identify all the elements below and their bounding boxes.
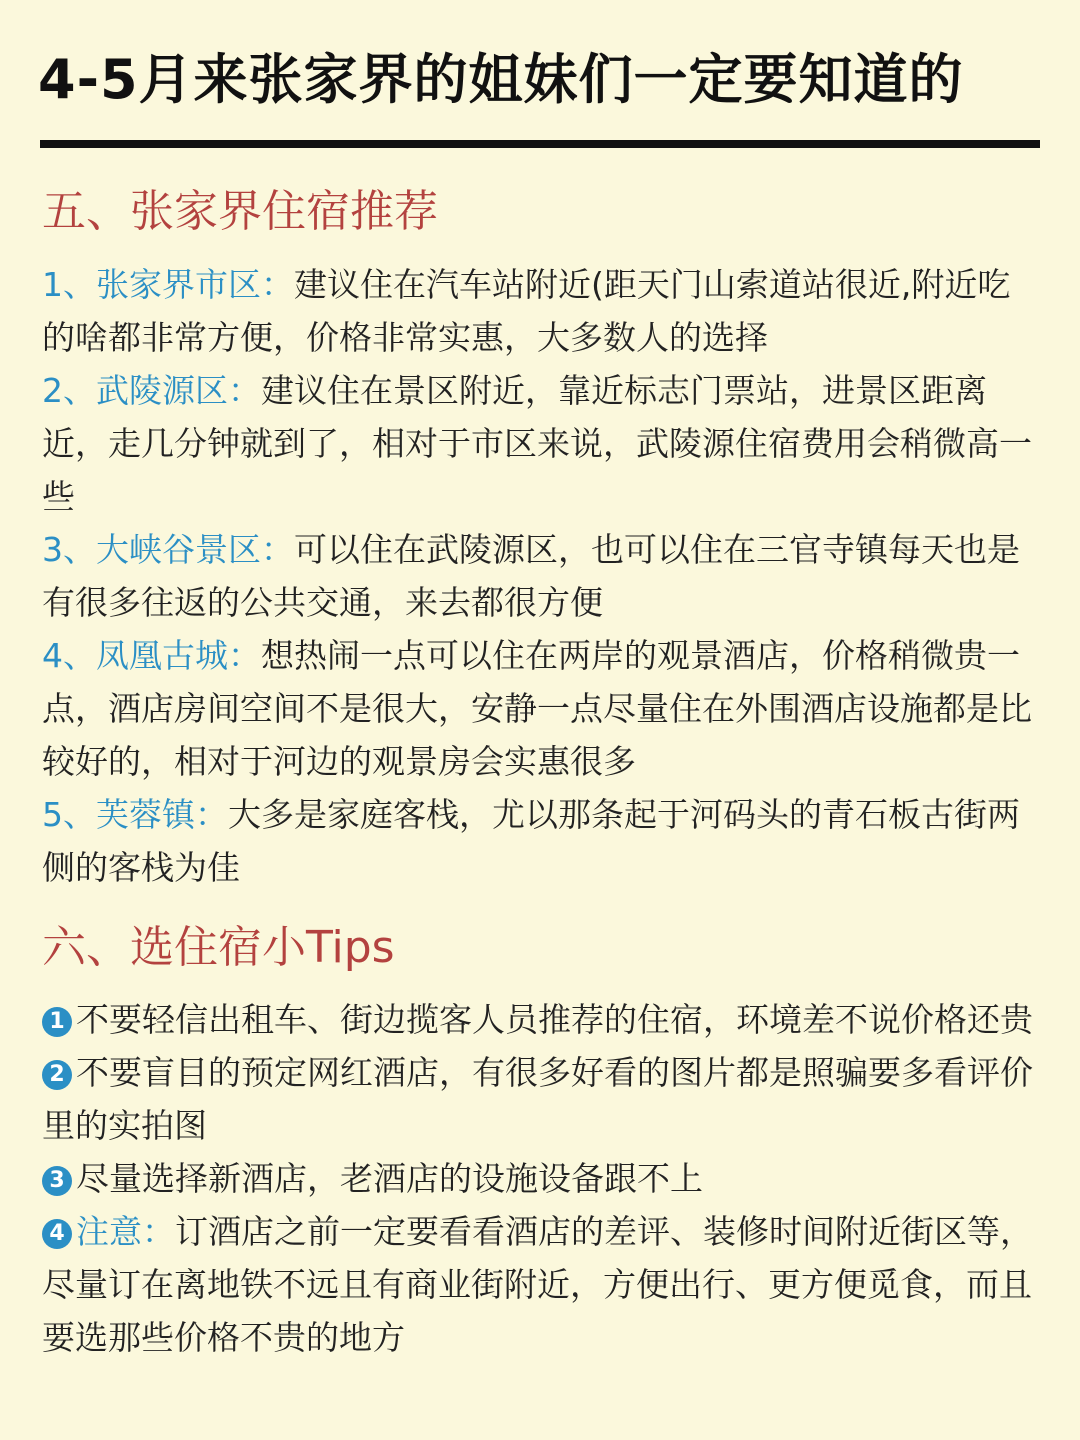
tip-label: 注意： <box>76 1212 175 1251</box>
tip-text: 订酒店之前一定要看看酒店的差评、装修时间附近街区等，尽量订在离地铁不远且有商业街附近，方便出行、更方便觅食，而且要选那些价格不贵的地方 <box>42 1212 1033 1357</box>
tip-text: 不要盲目的预定网红酒店，有很多好看的图片都是照骗要多看评价里的实拍图 <box>42 1053 1033 1145</box>
lodging-item <box>42 629 1042 788</box>
lodging-item-text: 建议住在汽车站附近(距天门山索道站很近,附近吃的啥都非常方便，价格非常实惠，大多数人的选择 <box>42 265 1011 357</box>
lodging-item-label: 5、芙蓉镇： <box>42 795 228 834</box>
tip-item <box>42 993 1042 1046</box>
lodging-item <box>42 788 1042 894</box>
lodging-item <box>42 258 1042 364</box>
tip-item <box>42 1152 1042 1205</box>
lodging-item-text: 可以住在武陵源区，也可以住在三官寺镇每天也是有很多往返的公共交通，来去都很方便 <box>42 530 1020 622</box>
lodging-item-label: 4、凤凰古城： <box>42 636 261 675</box>
lodging-item <box>42 523 1042 629</box>
lodging-item-label: 3、大峡谷景区： <box>42 530 294 569</box>
number-circle-icon: 4 <box>42 1219 72 1249</box>
number-circle-icon: 3 <box>42 1166 72 1196</box>
section-heading-lodging: 五、张家界住宿推荐 <box>42 186 438 237</box>
lodging-item-label: 1、张家界市区： <box>42 265 294 304</box>
tips-list <box>42 993 1042 1364</box>
lodging-item-label: 2、武陵源区： <box>42 371 261 410</box>
tip-item <box>42 1046 1042 1152</box>
title-divider <box>40 140 1040 148</box>
number-circle-icon: 2 <box>42 1060 72 1090</box>
lodging-item-text: 建议住在景区附近，靠近标志门票站，进景区距离近，走几分钟就到了，相对于市区来说，武陵源住宿费用会稍微高一些 <box>42 371 1032 516</box>
lodging-item-text: 大多是家庭客栈，尤以那条起于河码头的青石板古街两侧的客栈为佳 <box>42 795 1020 887</box>
lodging-item <box>42 364 1042 523</box>
lodging-item-text: 想热闹一点可以住在两岸的观景酒店，价格稍微贵一点，酒店房间空间不是很大，安静一点尽量住在外围酒店设施都是比较好的，相对于河边的观景房会实惠很多 <box>42 636 1032 781</box>
tip-item <box>42 1205 1042 1364</box>
tip-text: 不要轻信出租车、街边揽客人员推荐的住宿，环境差不说价格还贵 <box>76 1000 1033 1039</box>
lodging-list <box>42 258 1042 894</box>
number-circle-icon: 1 <box>42 1007 72 1037</box>
section-heading-tips: 六、选住宿小Tips <box>42 922 395 973</box>
page-title: 4-5月来张家界的姐妹们一定要知道的 <box>38 48 964 111</box>
tip-text: 尽量选择新酒店，老酒店的设施设备跟不上 <box>76 1159 703 1198</box>
